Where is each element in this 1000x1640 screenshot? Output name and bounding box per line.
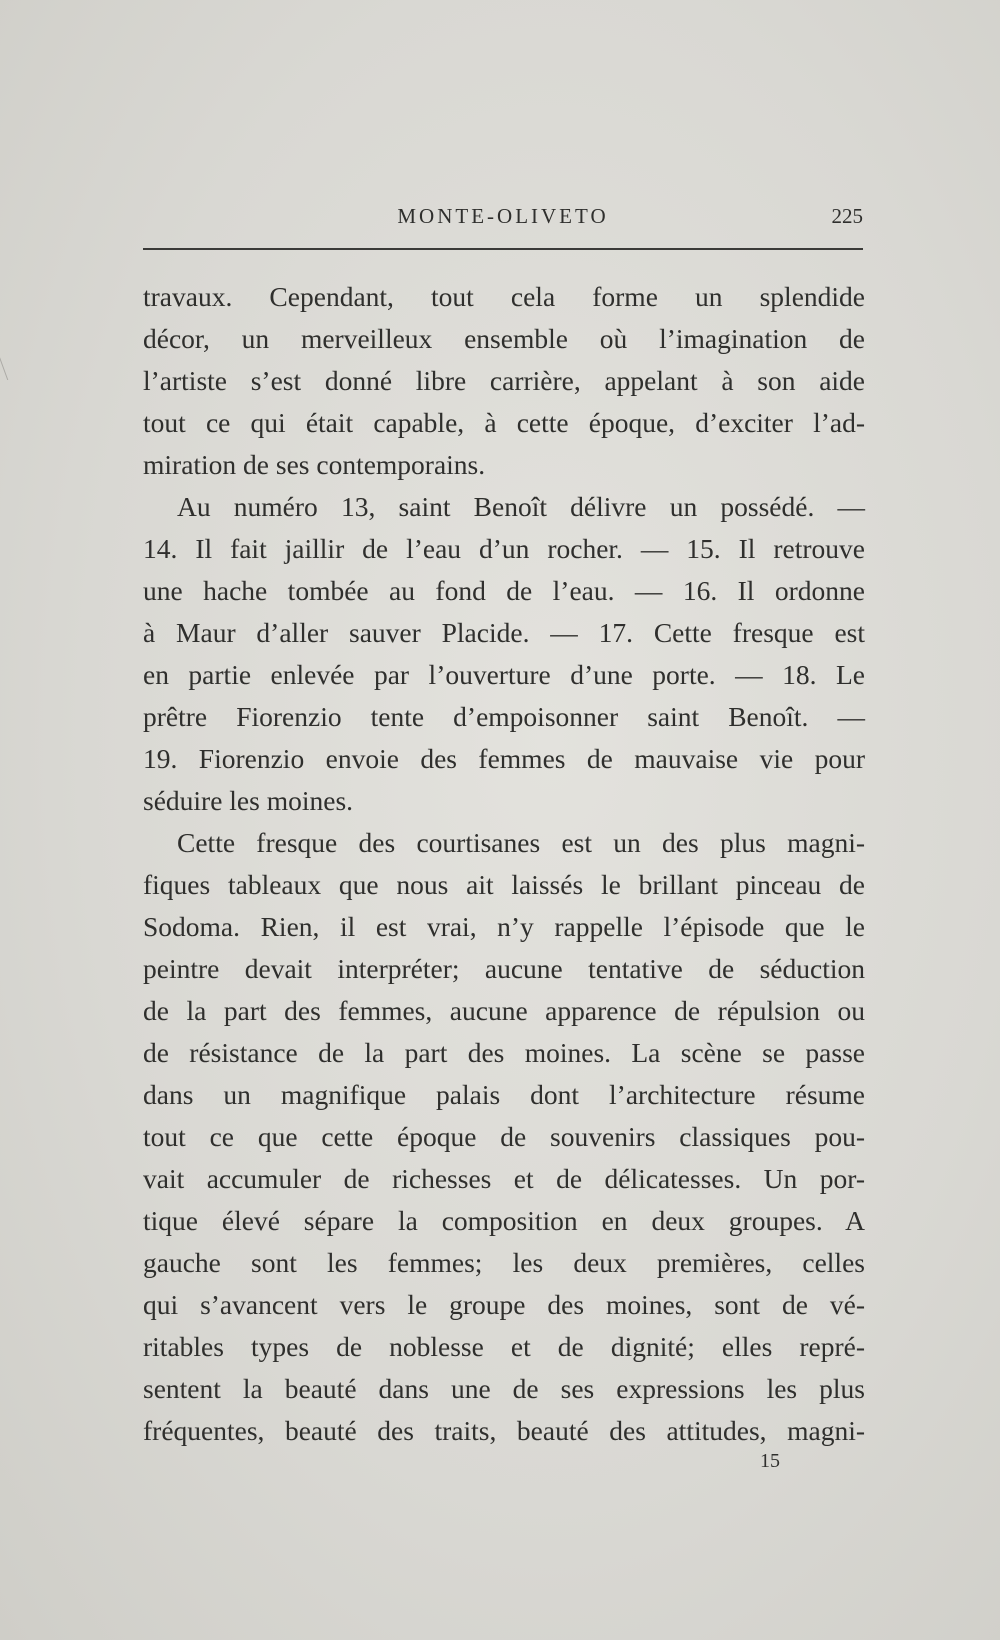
text-line: séduire les moines. — [143, 785, 354, 816]
text-line: 19. Fiorenzio envoie des femmes de mauvaise vie pour — [143, 743, 865, 774]
text-line: fréquentes, beauté des traits, beauté des attitudes, magni- — [143, 1415, 865, 1446]
text-line: qui s’avancent vers le groupe des moines, sont de vé- — [143, 1289, 865, 1320]
text-line: à Maur d’aller sauver Placide. — 17. Cette fresque est — [143, 617, 865, 648]
signature-mark: 15 — [760, 1450, 780, 1472]
text-line: une hache tombée au fond de l’eau. — 16. Il ordonne — [143, 575, 865, 606]
text-line: miration de ses contemporains. — [143, 449, 486, 480]
text-line: tique élevé sépare la composition en deux groupes. A — [143, 1205, 865, 1236]
text-line: tout ce que cette époque de souvenirs classiques pou- — [143, 1121, 865, 1152]
text-line: vait accumuler de richesses et de délicatesses. Un por- — [143, 1163, 865, 1194]
text-line: prêtre Fiorenzio tente d’empoisonner saint Benoît. — — [143, 701, 865, 732]
text-line: l’artiste s’est donné libre carrière, appelant à son aide — [143, 365, 865, 396]
text-line: peintre devait interpréter; aucune tentative de séduction — [143, 953, 865, 984]
text-line: décor, un merveilleux ensemble où l’imagination de — [143, 323, 865, 354]
text-line: tout ce qui était capable, à cette époque, d’exciter l’ad- — [143, 407, 865, 438]
text-line: de la part des femmes, aucune apparence de répulsion ou — [143, 995, 865, 1026]
text-line: 14. Il fait jaillir de l’eau d’un rocher. — 15. Il retrouve — [143, 533, 865, 564]
text-line: sentent la beauté dans une de ses expressions les plus — [143, 1373, 865, 1404]
text-line: en partie enlevée par l’ouverture d’une porte. — 18. Le — [143, 659, 865, 690]
text-line: gauche sont les femmes; les deux premières, celles — [143, 1247, 865, 1278]
page-number: 225 — [831, 204, 863, 228]
text-line: travaux. Cependant, tout cela forme un splendide — [143, 281, 865, 312]
text-line: ritables types de noblesse et de dignité; elles repré- — [143, 1331, 865, 1362]
page-edge-mark — [0, 340, 20, 380]
text-line: Cette fresque des courtisanes est un des plus magni- — [177, 827, 865, 858]
text-line: de résistance de la part des moines. La scène se passe — [143, 1037, 865, 1068]
text-line: Sodoma. Rien, il est vrai, n’y rappelle l’épisode que le — [143, 911, 865, 942]
body-text — [143, 276, 865, 1452]
header-rule — [143, 248, 863, 250]
text-line: Au numéro 13, saint Benoît délivre un possédé. — — [177, 491, 865, 522]
running-head — [143, 200, 863, 236]
running-title: MONTE-OLIVETO — [397, 204, 609, 228]
text-line: dans un magnifique palais dont l’architecture résume — [143, 1079, 865, 1110]
text-line: fiques tableaux que nous ait laissés le brillant pinceau de — [143, 869, 865, 900]
